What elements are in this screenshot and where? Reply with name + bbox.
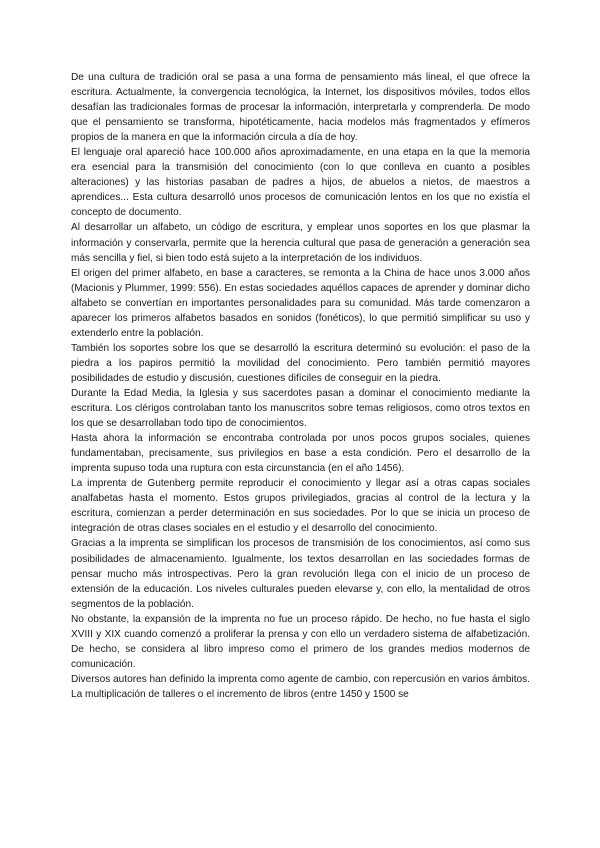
paragraph-writing-supports: También los soportes sobre los que se desarrolló la escritura determinó su evolución: el paso de la piedra a los papiros permitió la movilidad del conocimiento. Pero también permitió mayores posibilidades de estudio y discusión, cuestiones difíciles de conseguir en la piedra. bbox=[71, 342, 530, 384]
paragraph-press-simplification: Gracias a la imprenta se simplifican los procesos de transmisión de los conocimientos, así como sus posibilidades de almacenamiento. Igualmente, los textos desarrollan en las sociedades formas de pensar mucho más introspectivas. Pero la gran revolución llega con el inicio de un proceso de extensión de la educación. Los niveles culturales pueden elevarse y, con ello, la mentalidad de otros segmentos de la población. bbox=[71, 538, 530, 610]
paragraph-press-expansion: No obstante, la expansión de la imprenta no fue un proceso rápido. De hecho, no fue hasta el siglo XVIII y XIX cuando comenzó a proliferar la prensa y con ello un verdadero sistema de alfabetización. De hecho, se considera al libro impreso como el primero de los grandes medios modernos de comunicación. bbox=[71, 613, 530, 670]
paragraph-middle-ages: Durante la Edad Media, la Iglesia y sus sacerdotes pasan a dominar el conocimiento mediante la escritura. Los clérigos controlaban tanto los manuscritos sobre temas religiosos, como otros textos en los que se desarrollaban todo tipo de conocimientos. bbox=[71, 387, 530, 430]
paragraph-first-alphabet: El origen del primer alfabeto, en base a caracteres, se remonta a la China de hace unos 3.000 años (Macionis y Plummer, 1999: 556). En estas sociedades aquéllos capaces de aprender y dominar dicho alfabeto se convertían en importantes personalidades para su comunidad. Más tarde comenzaron a aparecer los primeros alfabetos basados en sonidos (fonéticos), lo que permitió simplificar su uso y extenderlo entre la población. bbox=[71, 267, 530, 339]
paragraph-oral-language: El lenguaje oral apareció hace 100.000 años aproximadamente, en una etapa en la que la memoria era esencial para la transmisión del conocimiento (con lo que conlleva en cuanto a posibles alteraciones) y las historias pasaban de padres a hijos, de abuelos a nietos, de maestros a aprendices... Esta cultura desarrolló unos procesos de comunicación lentos en los que no existía el concepto de documento. bbox=[71, 147, 530, 219]
paragraph-agent-of-change: Diversos autores han definido la imprenta como agente de cambio, con repercusión en varios ámbitos. La multiplicación de talleres o el incremento de libros (entre 1450 y 1500 se bbox=[71, 673, 530, 700]
paragraph-alphabet-development: Al desarrollar un alfabeto, un código de escritura, y emplear unos soportes en los que plasmar la información y conservarla, permite que la herencia cultural que pasa de generación a generación sea más sencilla y fiel, si bien todo está sujeto a la interpretación de los individuos. bbox=[71, 222, 530, 264]
paragraph-gutenberg-press: La imprenta de Gutenberg permite reproducir el conocimiento y llegar así a otras capas sociales analfabetas hasta el momento. Estos grupos privilegiados, gracias al control de la lectura y la escritura, comienzan a perder determinación en sus sociedades. Por lo que se inicia un proceso de integración de otras clases sociales en el estudio y el desarrollo del conocimiento. bbox=[71, 478, 530, 535]
paragraph-controlled-information: Hasta ahora la información se encontraba controlada por unos pocos grupos sociales, quienes fundamentaban, precisamente, sus privilegios en base a esta condición. Pero el desarrollo de la imprenta supuso toda una ruptura con esta circunstancia (en el año 1456). bbox=[71, 433, 530, 475]
paragraph-oral-to-written: De una cultura de tradición oral se pasa a una forma de pensamiento más lineal, el que ofrece la escritura. Actualmente, la convergencia tecnológica, la Internet, los dispositivos móviles, todos ellos desafían las tradicionales formas de procesar la información, interpretarla y comprenderla. De modo que el pensamiento se transforma, hipotéticamente, hacia modelos más fragmentados y efímeros propios de la manera en que la información circula a día de hoy. bbox=[71, 72, 530, 144]
